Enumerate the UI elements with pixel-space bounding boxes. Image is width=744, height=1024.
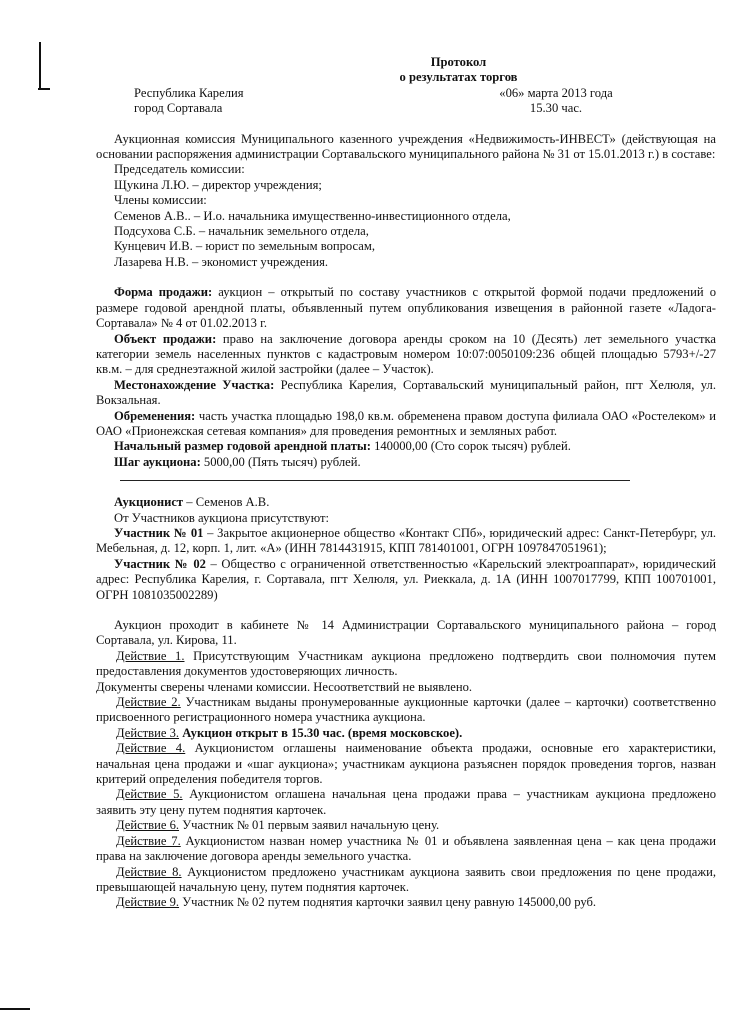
action-3-text: Аукцион открыт в 15.30 час. (время московское). xyxy=(179,725,463,740)
sale-encumbrance xyxy=(96,409,716,440)
sale-object xyxy=(96,332,716,378)
document-title: Протокол xyxy=(430,55,487,69)
sale-encumbrance-text: часть участка площадью 198,0 кв.м. обременена правом доступа филиала ОАО «Ростелеком» и ОАО «Прионежская сетевая компания» для проведения ремонтных и земляных работ. xyxy=(96,408,716,438)
action-2-label: Действие 2. xyxy=(116,695,181,710)
step-label: Шаг аукциона: xyxy=(114,454,201,469)
members-label: Члены комиссии: xyxy=(114,193,207,208)
sale-form-text: аукцион – открытый по составу участников с открытой формой подачи предложений о размере годовой арендной платы, объявленный путем опубликования извещения в районной газете «Ладога-Сортавала» № 4 от 01.02.2013 г. xyxy=(96,285,716,331)
action-5-text: Аукционистом оглашена начальная цена продажи права – участникам аукциона предложено заявить эту цену путем поднятия карточек. xyxy=(96,787,716,817)
auctioneer xyxy=(96,495,716,510)
sale-location-label: Местонахождение Участка: xyxy=(114,377,275,392)
action-3 xyxy=(96,726,716,741)
member-item: Кунцевич И.В. – юрист по земельным вопросам, xyxy=(114,239,375,254)
sale-encumbrance-label: Обременения: xyxy=(114,408,196,423)
sale-location xyxy=(96,378,716,409)
action-1-note: Документы сверены членами комиссии. Несоответствий не выявлено. xyxy=(96,679,473,694)
participant-2-label: Участник № 02 xyxy=(114,556,206,571)
step-text: 5000,00 (Пять тысяч) рублей. xyxy=(200,454,361,469)
sale-form xyxy=(96,285,716,331)
participant-1 xyxy=(96,526,716,557)
sale-form-label: Форма продажи: xyxy=(114,285,213,300)
margin-bracket-mark xyxy=(38,42,42,90)
action-7 xyxy=(96,834,716,865)
sale-object-label: Объект продажи: xyxy=(114,331,217,346)
action-9-label: Действие 9. xyxy=(116,895,180,910)
place-city: город Сортавала xyxy=(134,101,223,116)
chair-label: Председатель комиссии: xyxy=(114,162,245,177)
commission-intro: Аукционная комиссия Муниципального казенного учреждения «Недвижимость-ИНВЕСТ» (действующая на основании распоряжения администрации Сортавальского муниципального района № 31 от 15.01.2013 г.) в составе: xyxy=(96,131,716,162)
action-9 xyxy=(96,895,716,910)
action-7-label: Действие 7. xyxy=(116,833,181,848)
document-time: 15.30 час. xyxy=(529,101,583,116)
participants-present: От Участников аукциона присутствуют: xyxy=(114,510,329,525)
action-8-label: Действие 8. xyxy=(116,864,182,879)
action-8 xyxy=(96,865,716,896)
member-item: Семенов А.В.. – И.о. начальника имущественно-инвестиционного отдела, xyxy=(114,208,511,223)
action-2-text: Участникам выданы пронумерованные аукционные карточки (далее – карточки) соответственно присвоенного регистрационного номера участника аукциона. xyxy=(96,695,716,725)
action-7-text: Аукционистом назван номер участника № 01 и объявлена заявленная цена – как цена продажи права на заключение договора аренды земельного участка. xyxy=(96,833,716,864)
action-9-text: Участник № 02 путем поднятия карточки заявил цену равную 145000,00 руб. xyxy=(179,895,597,910)
auctioneer-text: – Семенов А.В. xyxy=(183,495,270,510)
place-date-row xyxy=(96,86,716,101)
participant-2-text: – Общество с ограниченной ответственностью «Карельский электроаппарат», юридический адрес: Республика Карелия, г. Сортавала, пгт Хелюля, ул. Риеккала, д. 1А (ИНН 1007017799, КПП 100701001, ОГРН 1081035002289) xyxy=(96,556,717,602)
sale-step xyxy=(96,455,716,470)
place-region: Республика Карелия xyxy=(134,85,244,100)
start-price-label: Начальный размер годовой арендной платы: xyxy=(114,439,371,454)
action-4 xyxy=(96,741,716,787)
member-item: Лазарева Н.В. – экономист учреждения. xyxy=(114,254,329,269)
auctioneer-label: Аукционист xyxy=(114,495,184,510)
document-subtitle: о результатах торгов xyxy=(399,70,518,85)
action-5 xyxy=(96,787,716,818)
auction-venue: Аукцион проходит в кабинете № 14 Администрации Сортавальского муниципального района – город Сортавала, ул. Кирова, 11. xyxy=(96,618,716,648)
section-divider xyxy=(120,470,630,481)
start-price-text: 140000,00 (Сто сорок тысяч) рублей. xyxy=(370,439,571,454)
action-1 xyxy=(96,649,716,680)
sale-object-text: право на заключение договора аренды сроком на 10 (Десять) лет земельного участка категории земель населенных пунктов с кадастровым номером 10:07:0050109:236 общей площадью 5793+/-27 кв.м. – для среднеэтажной жилой застройки (далее – Участок). xyxy=(96,331,716,377)
sale-location-text: Республика Карелия, Сортавальский муниципальный район, пгт Хелюля, ул. Вокзальная. xyxy=(96,377,716,408)
action-4-label: Действие 4. xyxy=(116,741,186,756)
document-date: «06» марта 2013 года xyxy=(499,85,613,100)
action-6 xyxy=(96,818,716,833)
document-body xyxy=(96,55,716,911)
action-1-label: Действие 1. xyxy=(116,648,185,663)
action-6-label: Действие 6. xyxy=(116,818,180,833)
action-3-label: Действие 3. xyxy=(116,725,180,740)
place-time-row xyxy=(96,101,716,116)
action-4-text: Аукционистом оглашены наименование объекта продажи, основные его характеристики, начальная цена продажи и «шаг аукциона»; участникам аукциона разъяснен порядок проведения торгов, назван критерий определения победителя торгов. xyxy=(96,741,716,787)
participant-1-text: – Закрытое акционерное общество «Контакт СПб», юридический адрес: Санкт-Петербург, ул. Мебельная, д. 12, корп. 1, лит. «А» (ИНН 7814431915, КПП 781401001, ОГРН 1097847051961); xyxy=(96,525,716,556)
margin-line-mark xyxy=(0,1008,30,1010)
member-item: Подсухова С.Б. – начальник земельного отдела, xyxy=(114,224,369,239)
participant-1-label: Участник № 01 xyxy=(114,525,204,540)
chair-name: Щукина Л.Ю. – директор учреждения; xyxy=(114,177,322,192)
sale-start-price xyxy=(96,439,716,454)
action-1-text: Присутствующим Участникам аукциона предложено подтвердить свои полномочия путем предоставления документов удостоверяющих личность. xyxy=(96,648,716,679)
participant-2 xyxy=(96,557,716,603)
action-2 xyxy=(96,695,716,726)
action-6-text: Участник № 01 первым заявил начальную цену. xyxy=(179,818,440,833)
action-5-label: Действие 5. xyxy=(116,787,183,802)
action-8-text: Аукционистом предложено участникам аукциона заявить свои предложения по цене продажи, превышающей начальную цену, путем поднятия карточек. xyxy=(96,864,716,894)
